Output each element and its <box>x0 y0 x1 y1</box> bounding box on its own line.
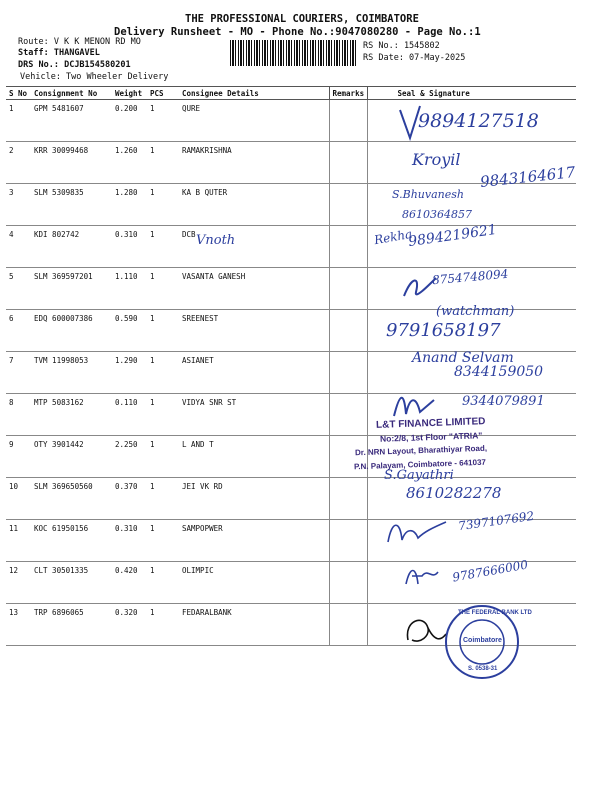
cell-weight: 1.280 <box>112 184 147 226</box>
cell-sno: 4 <box>6 226 31 268</box>
stamp-lt-line4: P.N. Palayam, Coimbatore - 641037 <box>353 457 487 472</box>
cell-weight: 1.110 <box>112 268 147 310</box>
cell-pcs: 1 <box>147 520 179 562</box>
handwritten-name-row10: S.Gayathri <box>384 468 454 483</box>
federal-bank-seal <box>444 604 532 680</box>
staff-row <box>18 48 100 58</box>
cell-sno: 3 <box>6 184 31 226</box>
cell-remarks <box>329 478 367 520</box>
handwritten-phone-row3: 8610364857 <box>402 208 472 221</box>
cell-pcs: 1 <box>147 142 179 184</box>
col-consignment: Consignment No <box>31 87 112 100</box>
signature-row12 <box>402 560 442 590</box>
drs-label: DRS No.: <box>18 60 59 70</box>
table-row <box>6 436 576 478</box>
cell-remarks <box>329 184 367 226</box>
signature-row11 <box>384 514 454 550</box>
stamp-lt-line1: L&T FINANCE LIMITED <box>375 416 486 431</box>
barcode <box>230 40 356 66</box>
cell-weight: 0.110 <box>112 394 147 436</box>
col-pcs: PCS <box>147 87 179 100</box>
cell-pcs: 1 <box>147 226 179 268</box>
cell-sno: 5 <box>6 268 31 310</box>
cell-consignee: OLIMPIC <box>179 562 329 604</box>
table-header-row <box>6 87 576 100</box>
vehicle-label: Vehicle: Two Wheeler Delivery <box>20 72 169 82</box>
cell-sno: 10 <box>6 478 31 520</box>
cell-remarks <box>329 268 367 310</box>
cell-remarks <box>329 226 367 268</box>
cell-consignment: GPM 5481607 <box>31 100 112 142</box>
handwritten-name-row2: Kroyil <box>412 150 461 169</box>
cell-remarks <box>329 310 367 352</box>
cell-pcs: 1 <box>147 436 179 478</box>
handwritten-phone-row10: 8610282278 <box>406 484 502 502</box>
cell-weight: 0.420 <box>112 562 147 604</box>
cell-consignee: ASIANET <box>179 352 329 394</box>
rs-date: RS Date: 07-May-2025 <box>363 53 466 63</box>
cell-pcs: 1 <box>147 352 179 394</box>
col-seal-signature: Seal & Signature <box>367 87 576 100</box>
cell-consignment: TRP 6896065 <box>31 604 112 646</box>
cell-consignee: RAMAKRISHNA <box>179 142 329 184</box>
signature-row13 <box>400 610 450 650</box>
cell-consignment: SLM 369597201 <box>31 268 112 310</box>
cell-pcs: 1 <box>147 604 179 646</box>
cell-sno: 12 <box>6 562 31 604</box>
cell-sno: 6 <box>6 310 31 352</box>
col-weight: Weight <box>112 87 147 100</box>
cell-remarks <box>329 562 367 604</box>
handwritten-note-row6: (watchman) <box>436 304 515 319</box>
seal-inner-text: Coimbatore <box>463 637 502 644</box>
seal-code: S. 0538-31 <box>468 666 498 672</box>
handwritten-phone-row1: 9894127518 <box>418 110 539 132</box>
cell-consignment: KOC 61950156 <box>31 520 112 562</box>
cell-weight: 1.260 <box>112 142 147 184</box>
cell-pcs: 1 <box>147 478 179 520</box>
cell-weight: 0.590 <box>112 310 147 352</box>
cell-sno: 9 <box>6 436 31 478</box>
signature-row1 <box>396 104 426 144</box>
handwritten-phone-row2: 9843164617 <box>479 163 577 191</box>
cell-sno: 7 <box>6 352 31 394</box>
drs-row <box>18 60 131 70</box>
staff-value: THANGAVEL <box>53 48 100 58</box>
cell-weight: 0.200 <box>112 100 147 142</box>
cell-remarks <box>329 142 367 184</box>
cell-consignment: EDQ 600007386 <box>31 310 112 352</box>
cell-consignee: QURE <box>179 100 329 142</box>
seal-ring-text: THE FEDERAL BANK LTD <box>458 610 532 616</box>
col-remarks: Remarks <box>329 87 367 100</box>
cell-consignment: OTY 3901442 <box>31 436 112 478</box>
cell-sno: 2 <box>6 142 31 184</box>
cell-remarks <box>329 100 367 142</box>
cell-consignee: VIDYA SNR ST <box>179 394 329 436</box>
cell-weight: 2.250 <box>112 436 147 478</box>
cell-consignee: SAMPOPWER <box>179 520 329 562</box>
cell-weight: 0.310 <box>112 520 147 562</box>
cell-remarks <box>329 520 367 562</box>
handwritten-phone-row8: 9344079891 <box>462 394 545 409</box>
cell-pcs: 1 <box>147 310 179 352</box>
cell-weight: 0.310 <box>112 226 147 268</box>
cell-consignee: L AND T <box>179 436 329 478</box>
drs-value: DCJB154580201 <box>64 60 131 70</box>
cell-consignment: SLM 369650560 <box>31 478 112 520</box>
cell-pcs: 1 <box>147 268 179 310</box>
cell-sno: 8 <box>6 394 31 436</box>
cell-consignment: KDI 802742 <box>31 226 112 268</box>
rs-number: RS No.: 1545802 <box>363 41 440 51</box>
cell-consignee: KA B QUTER <box>179 184 329 226</box>
stamp-lt-line2: No:2/8, 1st Floor "ATRIA" <box>379 430 483 444</box>
cell-remarks <box>329 604 367 646</box>
cell-consignee: DCB <box>179 226 329 268</box>
cell-consignee: VASANTA GANESH <box>179 268 329 310</box>
cell-consignment: CLT 30501335 <box>31 562 112 604</box>
cell-weight: 0.370 <box>112 478 147 520</box>
cell-sno: 1 <box>6 100 31 142</box>
handwritten-phone-row12: 9787666000 <box>451 557 529 585</box>
cell-weight: 1.290 <box>112 352 147 394</box>
handwritten-phone-row4: 9894219621 <box>407 221 498 251</box>
cell-sno: 11 <box>6 520 31 562</box>
handwritten-phone-row7: 8344159050 <box>454 364 544 380</box>
col-consignee: Consignee Details <box>179 87 329 100</box>
cell-remarks <box>329 394 367 436</box>
cell-consignment: SLM 5309835 <box>31 184 112 226</box>
staff-label: Staff: <box>18 48 49 58</box>
cell-consignee: JEI VK RD <box>179 478 329 520</box>
cell-consignee: FEDARALBANK <box>179 604 329 646</box>
cell-consignee: SREENEST <box>179 310 329 352</box>
handwritten-phone-row5: 8754748094 <box>431 266 509 288</box>
handwritten-phone-row11: 7397107692 <box>457 508 535 534</box>
runsheet-title: Delivery Runsheet - MO - Phone No.:9047080280 - Page No.:1 <box>114 26 481 38</box>
handwritten-note-row4: Vnoth <box>196 233 236 248</box>
cell-remarks <box>329 352 367 394</box>
stamp-lt-line3: Dr. NRN Layout, Bharathiyar Road, <box>354 443 488 458</box>
signature-row8 <box>390 390 450 420</box>
cell-consignment: KRR 30099468 <box>31 142 112 184</box>
cell-pcs: 1 <box>147 562 179 604</box>
handwritten-phone-row6: 9791658197 <box>386 320 501 341</box>
cell-consignment: TVM 11998053 <box>31 352 112 394</box>
cell-consignment: MTP 5083162 <box>31 394 112 436</box>
cell-weight: 0.320 <box>112 604 147 646</box>
cell-pcs: 1 <box>147 394 179 436</box>
handwritten-name-row3: S.Bhuvanesh <box>392 188 464 201</box>
cell-sno: 13 <box>6 604 31 646</box>
route-label: Route: V K K MENON RD MO <box>18 37 141 47</box>
handwritten-name-row4: Rekha <box>373 226 414 248</box>
cell-pcs: 1 <box>147 100 179 142</box>
col-sno: S No <box>6 87 31 100</box>
company-title: THE PROFESSIONAL COURIERS, COIMBATORE <box>185 13 419 25</box>
handwritten-name-row7: Anand Selvam <box>412 350 514 366</box>
cell-pcs: 1 <box>147 184 179 226</box>
